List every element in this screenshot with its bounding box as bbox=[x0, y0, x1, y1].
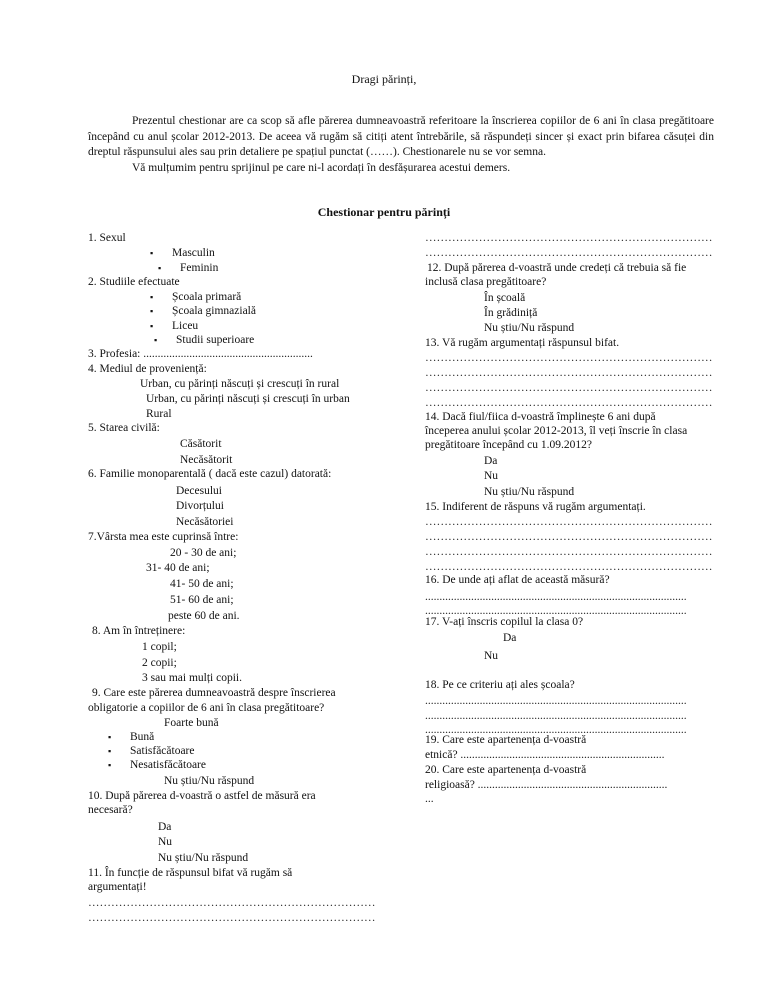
answer-18-line-2[interactable]: ........................................................................................... bbox=[425, 710, 687, 722]
option-nu-stiu-14[interactable]: Nu știu/Nu răspund bbox=[484, 486, 575, 498]
option-nu-stiu-9[interactable]: Nu știu/Nu răspund bbox=[164, 775, 255, 787]
question-14-line-2: începerea anului școlar 2012-2013, îl veți înscrie în clasa bbox=[425, 425, 688, 437]
option-urban-urban[interactable]: Urban, cu părinți născuți și crescuți în urban bbox=[146, 393, 350, 405]
question-9-line-1: 9. Care este părerea dumneavoastră despre înscrierea bbox=[92, 687, 336, 699]
option-20-30[interactable]: 20 - 30 de ani; bbox=[170, 547, 237, 559]
answer-15-line-2[interactable]: ………………………………………………………………… bbox=[425, 531, 713, 543]
option-nu-stiu-12[interactable]: Nu știu/Nu răspund bbox=[484, 322, 575, 334]
intro-paragraph-1: Prezentul chestionar are ca scop să afle părerea dumneavoastră referitoare la înscrierea copiilor de 6 ani în clasa pregătitoare începând cu anul școlar 2012-2013. De aceea vă rugăm să citiți atent întrebările, să răspundeți sincer și exact prin bifarea căsuței din dreptul răspunsului ales sau prin detaliere pe spațiul punctat (……). Chestionarele nu se vor semna. bbox=[88, 115, 714, 158]
option-foarte-buna[interactable]: Foarte bună bbox=[164, 717, 219, 729]
option-satisfacatoare[interactable]: ▪ Satisfăcătoare bbox=[130, 744, 195, 758]
question-6: 6. Familie monoparentală ( dacă este cazul) datorată: bbox=[88, 468, 332, 480]
option-scoala-gimnaziala[interactable]: ▪ Școala gimnazială bbox=[172, 304, 256, 318]
question-20-line-3[interactable]: ... bbox=[425, 793, 434, 805]
option-nu-stiu-10[interactable]: Nu știu/Nu răspund bbox=[158, 852, 249, 864]
question-20-line-1: 20. Care este apartenența d-voastră bbox=[425, 764, 587, 776]
question-20-line-2[interactable]: religioasă? .................................................................. bbox=[425, 779, 668, 791]
option-3-copii[interactable]: 3 sau mai mulți copii. bbox=[142, 672, 242, 684]
answer-16-line-2[interactable]: ........................................................................................... bbox=[425, 605, 687, 617]
answer-15-line-3[interactable]: ………………………………………………………………… bbox=[425, 546, 713, 558]
option-nu-10[interactable]: Nu bbox=[158, 836, 173, 848]
option-in-scoala[interactable]: În școală bbox=[484, 292, 526, 304]
questionnaire-title: Chestionar pentru părinți bbox=[317, 205, 451, 219]
question-13: 13. Vă rugăm argumentați răspunsul bifat. bbox=[425, 337, 620, 349]
option-casatorit[interactable]: Căsătorit bbox=[180, 438, 222, 450]
option-in-gradinita[interactable]: În grădiniță bbox=[484, 307, 538, 319]
answer-13-line-1[interactable]: ………………………………………………………………… bbox=[425, 352, 713, 364]
option-masculin[interactable]: ▪ Masculin bbox=[172, 246, 215, 260]
question-3[interactable]: 3. Profesia: ........................................................... bbox=[88, 348, 313, 360]
option-nesatisfacatoare[interactable]: ▪ Nesatisfăcătoare bbox=[130, 758, 206, 772]
option-studii-superioare[interactable]: ▪ Studii superioare bbox=[176, 333, 254, 347]
question-19-line-1: 19. Care este apartenența d-voastră bbox=[425, 734, 587, 746]
option-liceu[interactable]: ▪ Liceu bbox=[172, 319, 198, 333]
answer-13-line-4[interactable]: ………………………………………………………………… bbox=[425, 397, 713, 409]
option-buna[interactable]: ▪ Bună bbox=[130, 730, 154, 744]
question-17: 17. V-ați înscris copilul la clasa 0? bbox=[425, 616, 584, 628]
option-31-40[interactable]: 31- 40 de ani; bbox=[146, 562, 210, 574]
answer-15-line-4[interactable]: ………………………………………………………………… bbox=[425, 561, 713, 573]
option-urban-rural[interactable]: Urban, cu părinți născuți și crescuți în rural bbox=[140, 378, 340, 390]
question-12-line-2: inclusă clasa pregătitoare? bbox=[425, 276, 547, 288]
option-decesului[interactable]: Decesului bbox=[176, 485, 222, 497]
question-5: 5. Starea civilă: bbox=[88, 422, 160, 434]
answer-18-line-1[interactable]: ........................................................................................... bbox=[425, 695, 687, 707]
question-7: 7.Vârsta mea este cuprinsă între: bbox=[88, 531, 239, 543]
intro-paragraph-2: Vă mulțumim pentru sprijinul pe care ni-l acordați în desfășurarea acestui demers. bbox=[132, 161, 511, 174]
question-11-line-2: argumentați! bbox=[88, 881, 147, 893]
answer-15-line-1[interactable]: ………………………………………………………………… bbox=[425, 516, 713, 528]
question-16: 16. De unde ați aflat de această măsură? bbox=[425, 574, 610, 586]
answer-prev-line-1[interactable]: ………………………………………………………………… bbox=[425, 232, 713, 244]
question-4: 4. Mediul de proveniență: bbox=[88, 363, 207, 375]
option-rural[interactable]: Rural bbox=[146, 408, 172, 420]
question-14-line-1: 14. Dacă fiul/fiica d-voastră împlinește 6 ani după bbox=[425, 411, 656, 423]
question-8: 8. Am în întreținere: bbox=[92, 625, 186, 637]
option-necasatorit[interactable]: Necăsătorit bbox=[180, 454, 233, 466]
answer-18-line-3[interactable]: ........................................................................................... bbox=[425, 724, 687, 736]
answer-11-line-2[interactable]: ………………………………………………………………… bbox=[88, 912, 376, 924]
answer-16-line-1[interactable]: ........................................................................................... bbox=[425, 591, 687, 603]
question-10-line-1: 10. După părerea d-voastră o astfel de măsură era bbox=[88, 790, 316, 802]
option-51-60[interactable]: 51- 60 de ani; bbox=[170, 594, 234, 606]
option-da-14[interactable]: Da bbox=[484, 455, 498, 467]
option-peste-60[interactable]: peste 60 de ani. bbox=[168, 610, 240, 622]
answer-13-line-2[interactable]: ………………………………………………………………… bbox=[425, 367, 713, 379]
option-nu-14[interactable]: Nu bbox=[484, 470, 499, 482]
option-divortului[interactable]: Divorțului bbox=[176, 500, 224, 512]
question-9-line-2: obligatorie a copiilor de 6 ani în clasa pregătitoare? bbox=[88, 702, 325, 714]
question-2: 2. Studiile efectuate bbox=[88, 276, 180, 288]
option-scoala-primara[interactable]: ▪ Școala primară bbox=[172, 290, 241, 304]
answer-11-line-1[interactable]: ………………………………………………………………… bbox=[88, 897, 376, 909]
question-1: 1. Sexul bbox=[88, 232, 126, 244]
question-18: 18. Pe ce criteriu ați ales școala? bbox=[425, 679, 575, 691]
question-19-line-2[interactable]: etnică? ....................................................................... bbox=[425, 749, 665, 761]
option-41-50[interactable]: 41- 50 de ani; bbox=[170, 578, 234, 590]
option-da-10[interactable]: Da bbox=[158, 821, 172, 833]
option-necasatoriei[interactable]: Necăsătoriei bbox=[176, 516, 234, 528]
answer-prev-line-2[interactable]: ………………………………………………………………… bbox=[425, 247, 713, 259]
question-14-line-3: pregătitoare începând cu 1.09.2012? bbox=[425, 439, 593, 451]
greeting: Dragi părinți, bbox=[351, 72, 417, 86]
option-nu-17[interactable]: Nu bbox=[484, 650, 499, 662]
question-12-line-1: 12. După părerea d-voastră unde credeți că trebuia să fie bbox=[427, 262, 687, 274]
option-da-17[interactable]: Da bbox=[503, 632, 517, 644]
option-feminin[interactable]: ▪ Feminin bbox=[180, 261, 218, 275]
question-15: 15. Indiferent de răspuns vă rugăm argumentați. bbox=[425, 501, 646, 513]
option-2-copii[interactable]: 2 copii; bbox=[142, 657, 177, 669]
option-1-copil[interactable]: 1 copil; bbox=[142, 641, 177, 653]
answer-13-line-3[interactable]: ………………………………………………………………… bbox=[425, 382, 713, 394]
question-11-line-1: 11. În funcție de răspunsul bifat vă rugăm să bbox=[88, 867, 293, 879]
question-10-line-2: necesară? bbox=[88, 804, 133, 816]
